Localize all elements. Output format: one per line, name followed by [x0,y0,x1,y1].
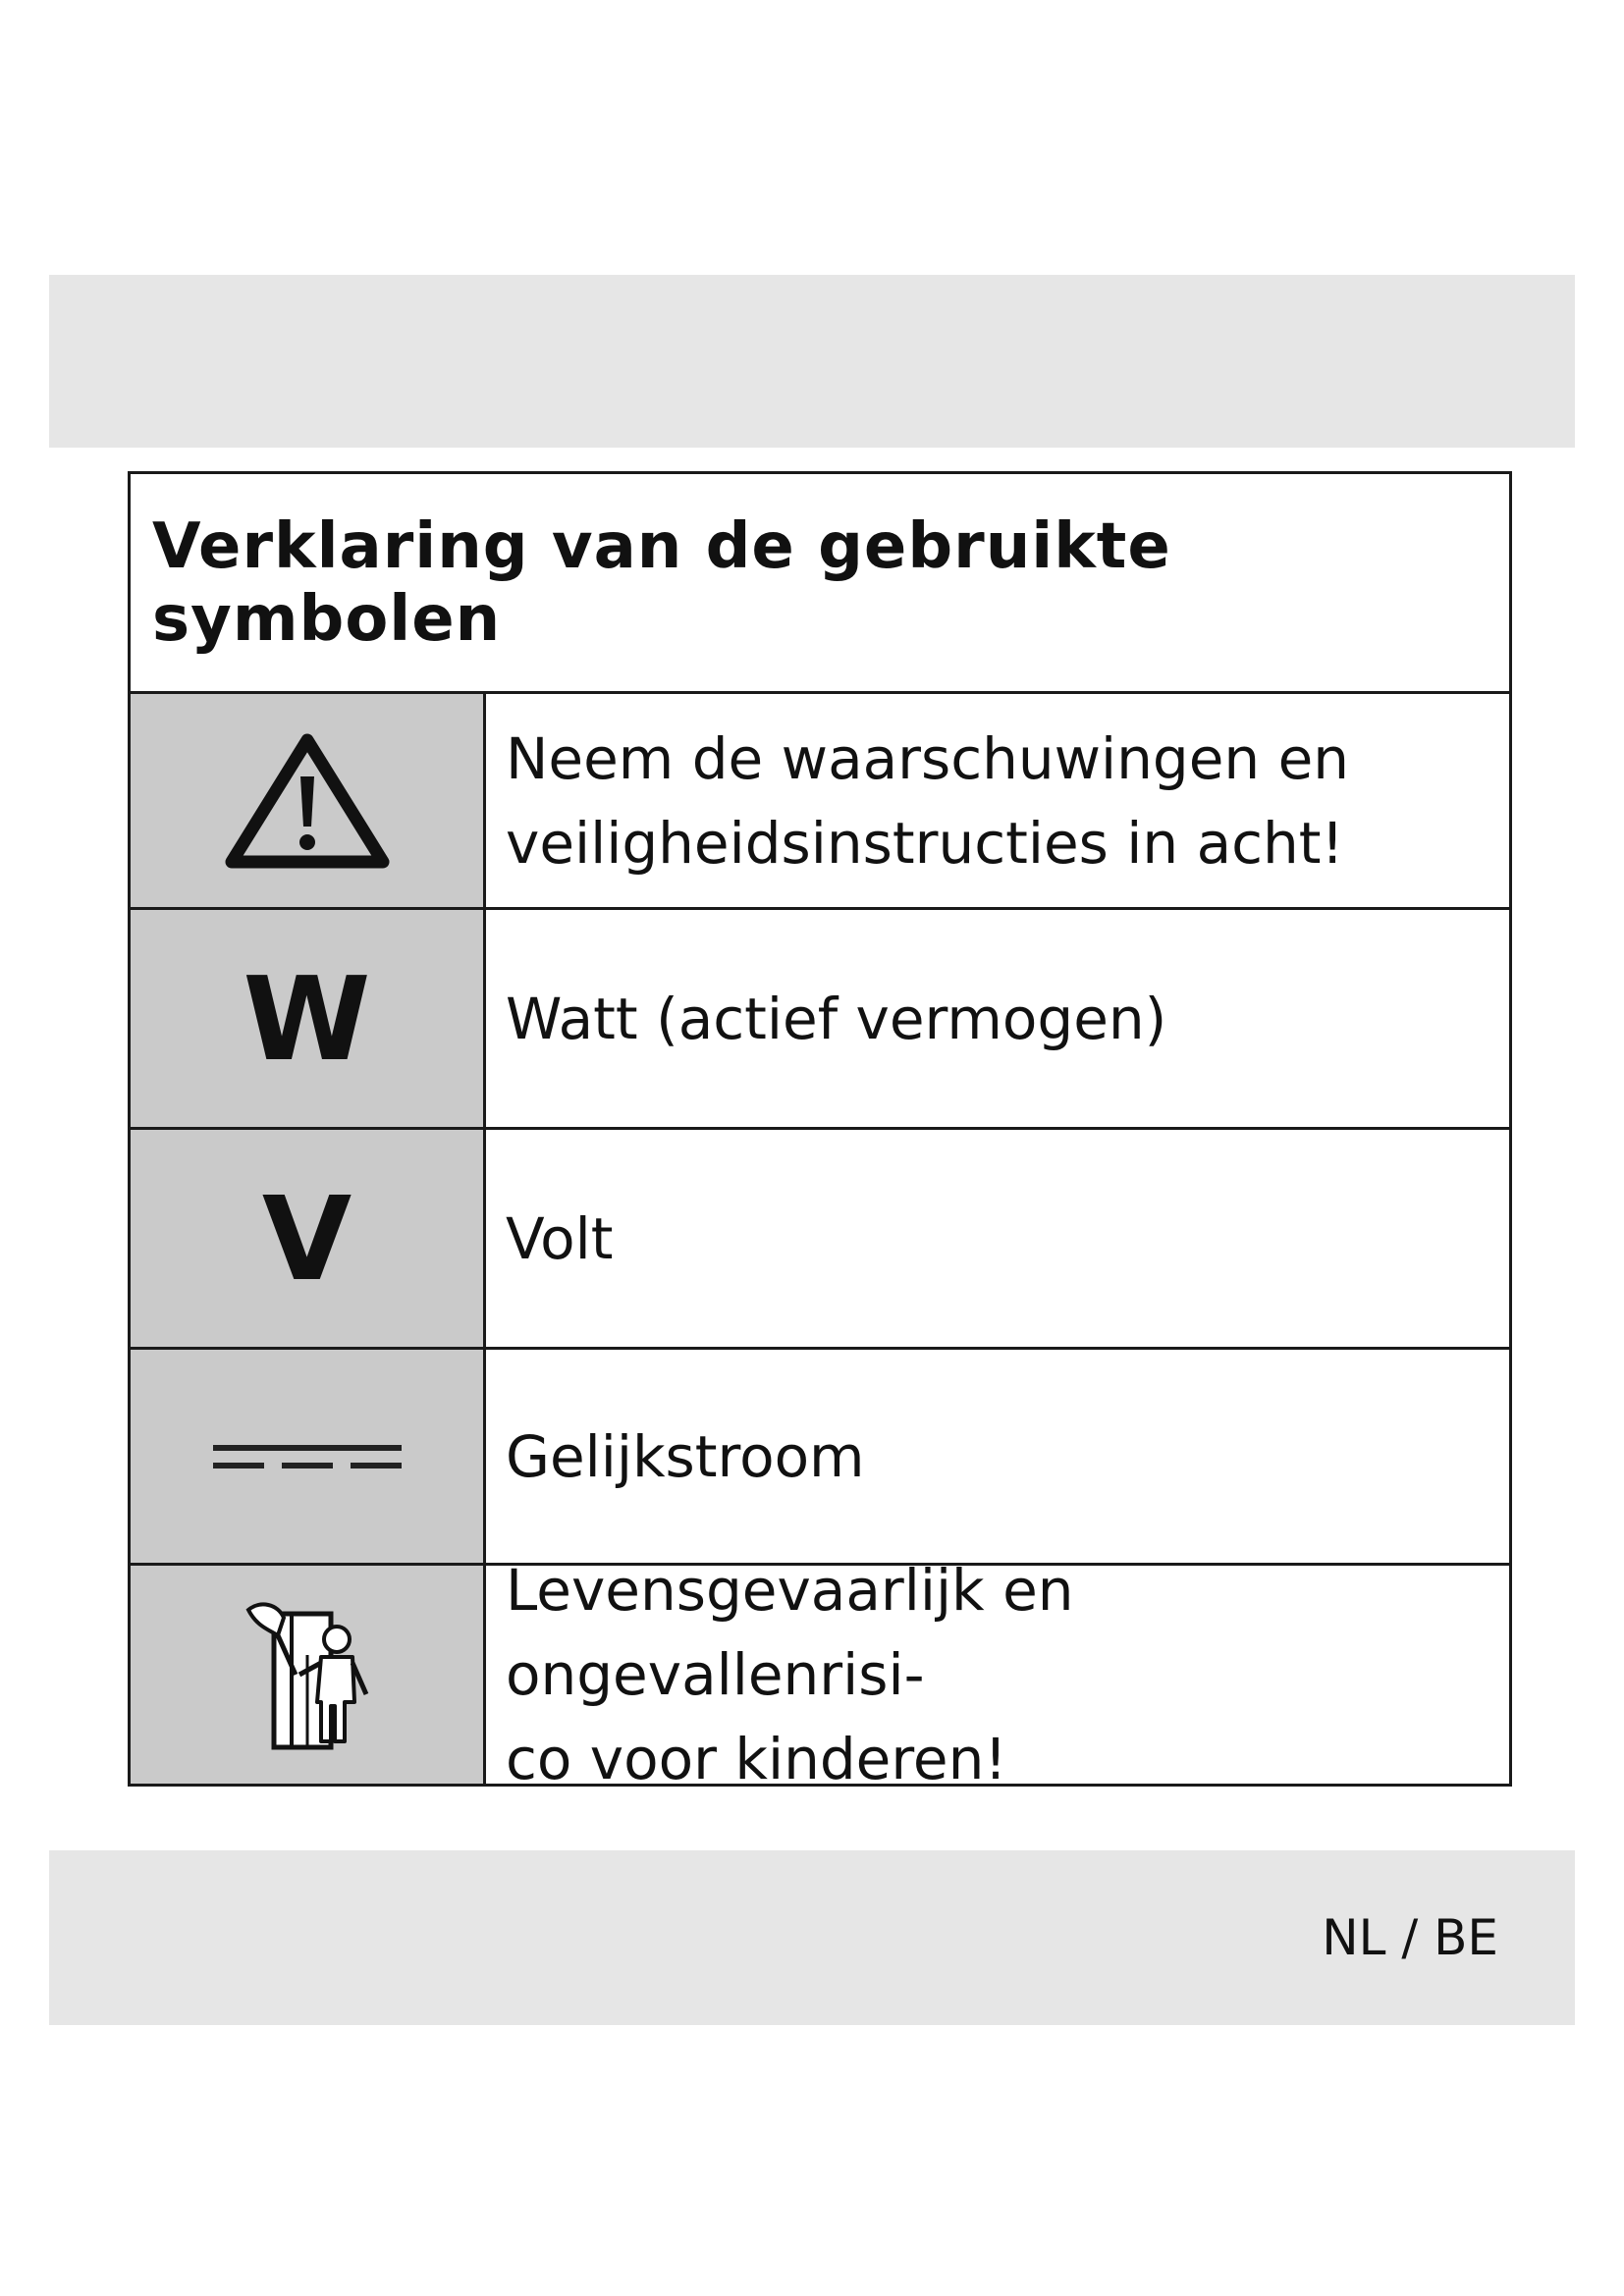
description-line: co voor kinderen! [506,1726,1007,1792]
symbol-cell [131,1566,486,1784]
volt-symbol: V [261,1170,352,1307]
description-cell [486,694,1509,907]
symbol-cell [131,1130,486,1347]
header-band [49,275,1575,448]
description-cell [486,1350,1509,1563]
description-line: Watt (actief vermogen) [506,985,1167,1052]
symbol-cell [131,694,486,907]
symbol-cell [131,1350,486,1563]
language-label: NL / BE [1322,1909,1498,1966]
description-cell [486,910,1509,1127]
watt-symbol: W [243,950,371,1087]
description-cell [486,1130,1509,1347]
symbol-cell [131,910,486,1127]
description-line: Gelijkstroom [506,1422,865,1490]
table-row-child-danger [131,1557,1509,1792]
description-line: Volt [506,1204,614,1272]
description-cell [486,1557,1509,1792]
description-line: Levensgevaarlijk en ongevallenrisi- [506,1557,1074,1708]
table-row-watt [131,910,1509,1130]
child-window-danger-icon [239,1596,376,1753]
warning-triangle-icon [224,732,391,870]
description-line: Neem de waarschuwingen en [506,724,1350,792]
symbols-table [128,471,1512,1792]
direct-current-icon [209,1437,406,1476]
description-line: veiligheidsinstructies in acht! [506,809,1344,877]
table-title-row [131,474,1509,694]
table-row-direct-current [131,1350,1509,1566]
table-row-warning [131,694,1509,910]
table-title: Verklaring van de gebruikte symbolen [152,509,1171,656]
table-row-volt [131,1130,1509,1350]
